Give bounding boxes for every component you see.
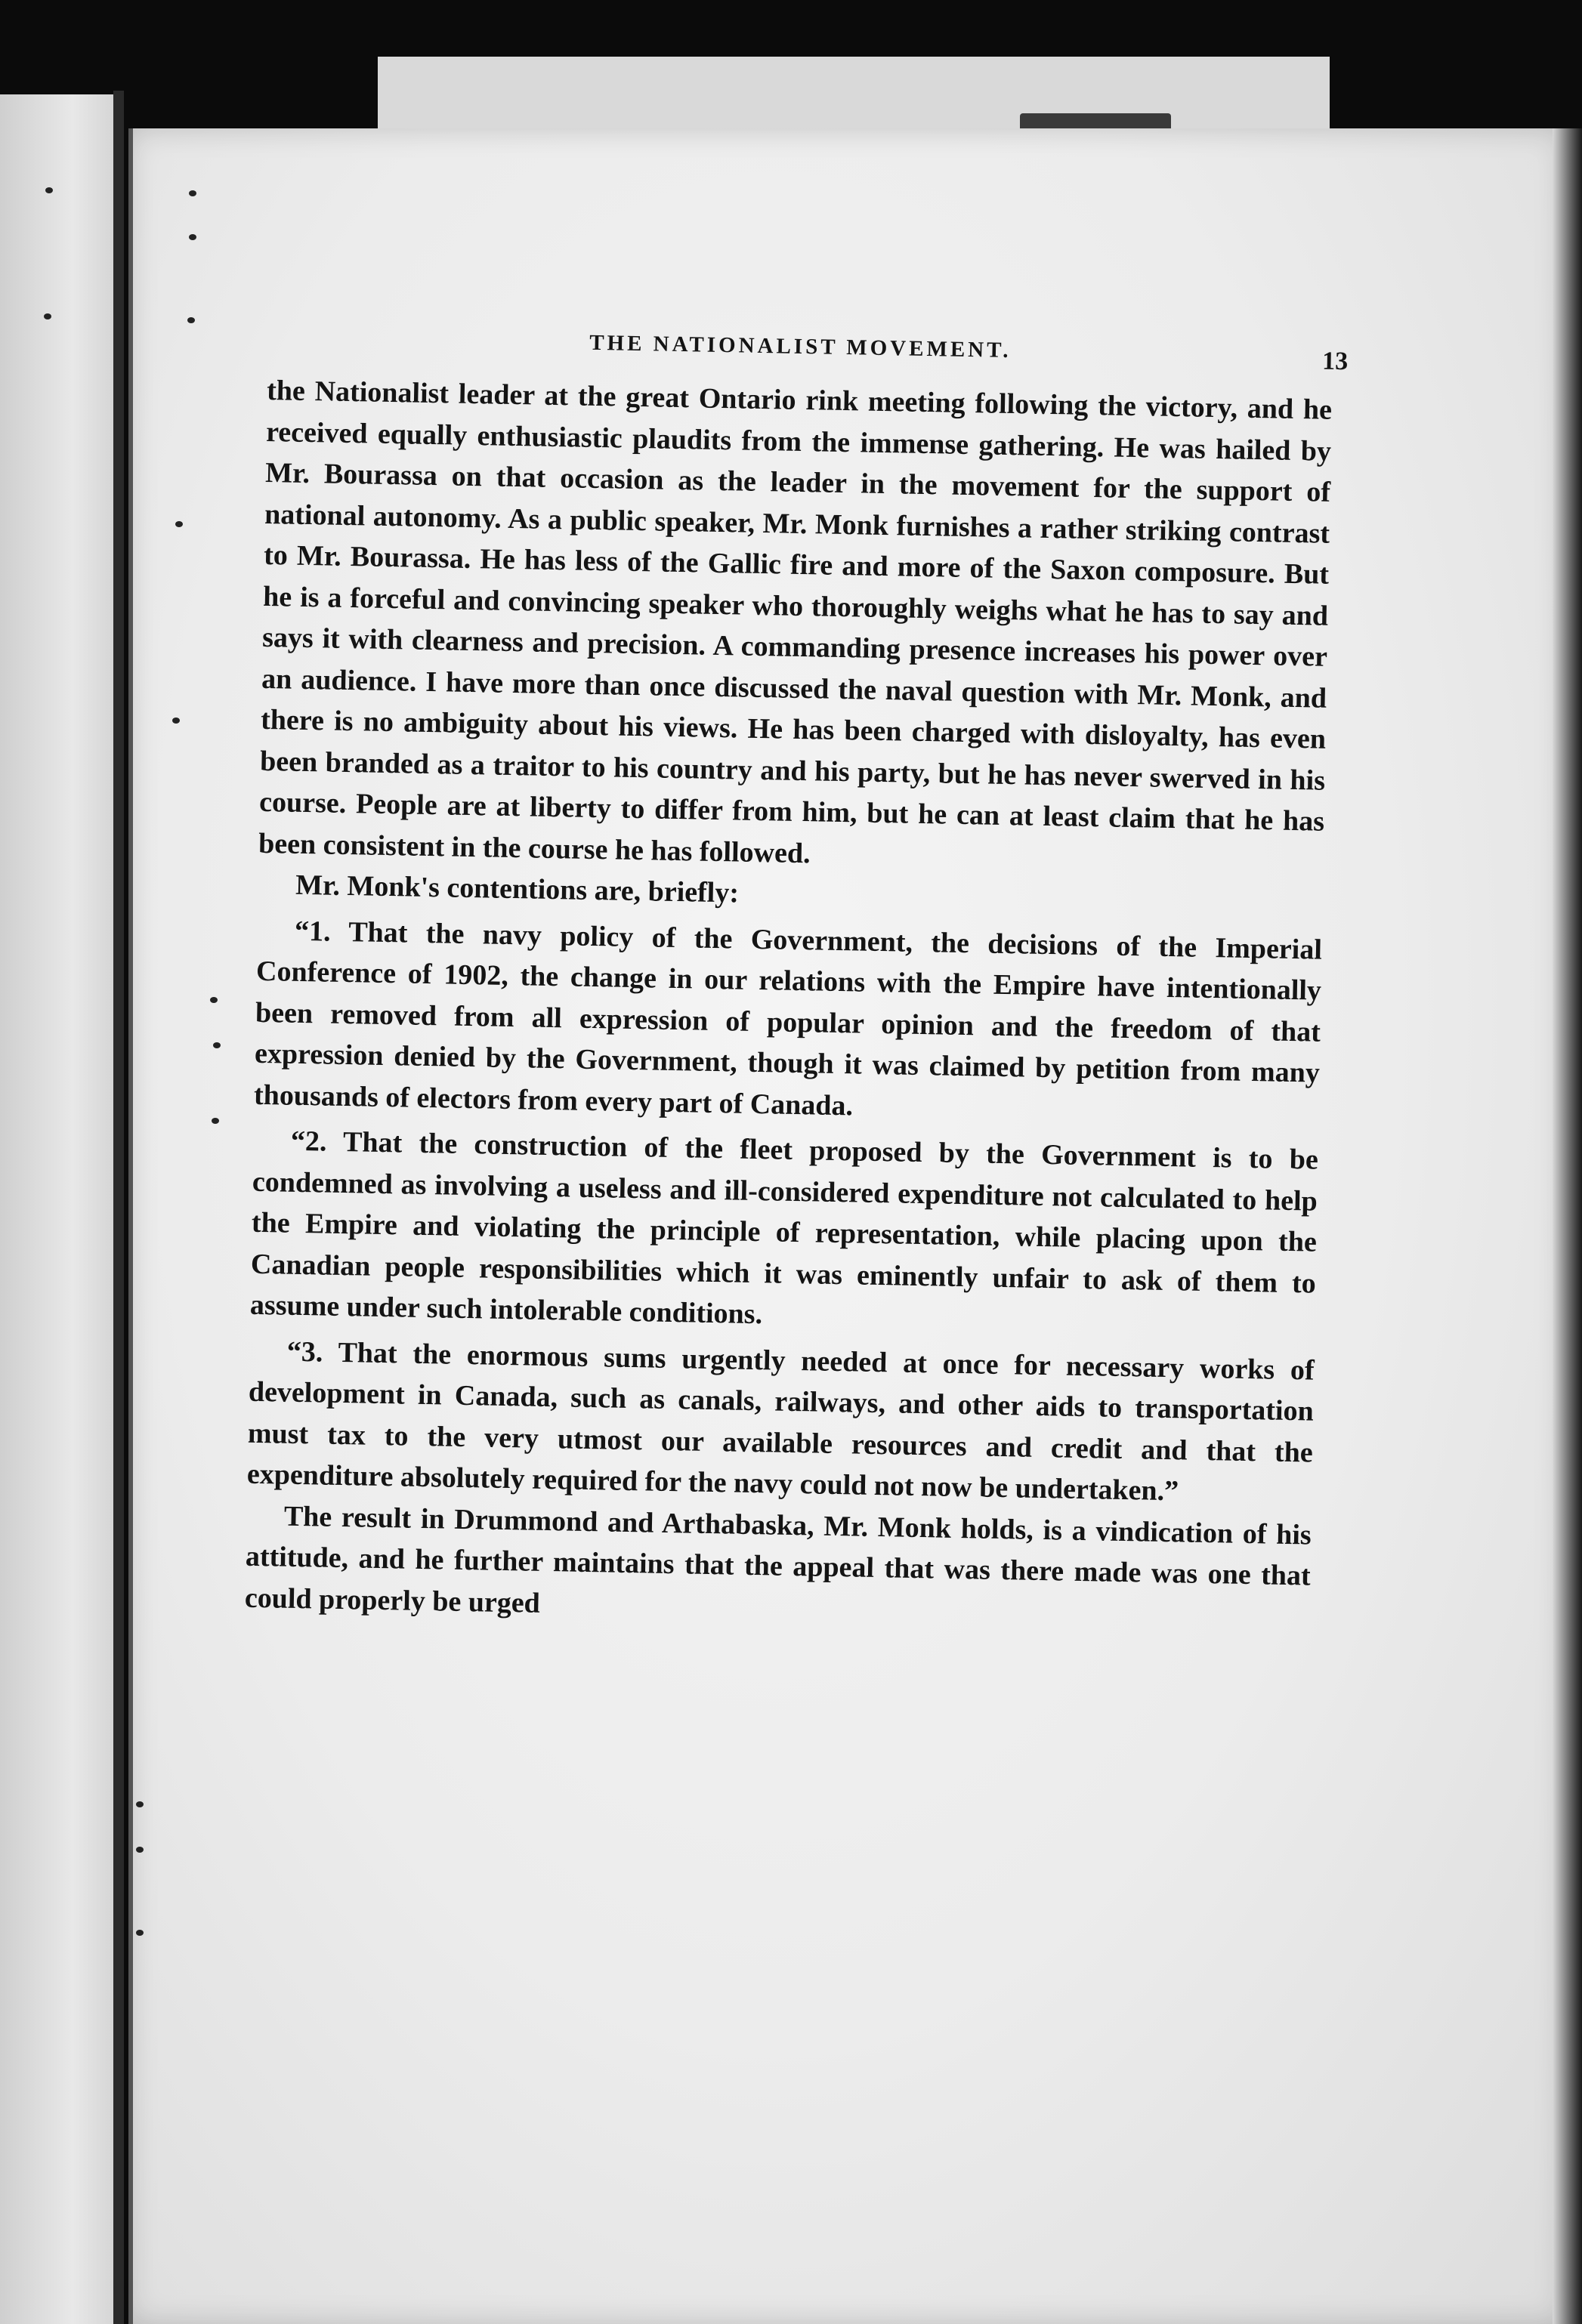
scan-speck (136, 1801, 144, 1807)
scan-speck (44, 313, 51, 319)
paragraph-point-2: “2. That the construction of the fleet proposed by the Government is to be condemned as involving a useless and ill-considered expenditure not calculated to help the Empire and violating the principle of representation, while placing upon the Canadian people responsibilities which it was eminently unfair to ask of them to assume under such intolerable conditions. (249, 1125, 1319, 1331)
scan-speck (175, 521, 183, 527)
paragraph-continued: the Nationalist leader at the great Ontario rink meeting following the victory, and he received equally enthusiastic plaudits from the immense gathering. He was hailed by Mr. Bourassa on that occasion as the leader in the movement for the support of national autonomy. As a public speaker, Mr. Monk furnishes a rather striking contrast to Mr. Bourassa. He has less of the Gallic fire and more of the Saxon composure. But he is a forceful and convincing speaker who thoroughly weighs what he has to say and says it with clearness and precision. A commanding presence increases his power over an audience. I have more than once discussed the naval question with Mr. Monk, and there is no ambiguity about his views. He has been charged with disloyalty, has even been branded as a traitor to his country and his party, but he has never swerved in his course. People are at liberty to differ from him, but he can at least claim that he has been consistent in the course he has followed. (258, 374, 1333, 869)
page-right-edge (1553, 128, 1582, 2324)
paragraph-point-1: “1. That the navy policy of the Government, the decisions of the Imperial Conference of 1902, the change in our relations with the Empire have intentionally been removed from all expression of popular opinion and the freedom of that expression denied by the Government, though it was claimed by petition from many thousands of electors from every part of Canada. (253, 915, 1323, 1122)
facing-page-edge (0, 94, 121, 2324)
scan-speck (187, 317, 195, 323)
scan-speck (172, 718, 180, 724)
scan-speck (45, 187, 53, 193)
facing-page-shadow (113, 91, 124, 2324)
running-title: THE NATIONALIST MOVEMENT. (589, 330, 1012, 363)
scan-speck (212, 1118, 219, 1124)
scan-speck (136, 1930, 144, 1936)
body-text (244, 370, 1332, 1638)
page-text-block (244, 317, 1349, 1638)
scan-speck (189, 234, 196, 240)
scan-speck (189, 190, 196, 196)
page-number: 13 (1321, 347, 1349, 376)
scan-speck (210, 997, 218, 1003)
paragraph-contentions-intro: Mr. Monk's contentions are, briefly: (295, 869, 740, 909)
paragraph-point-3: “3. That the enormous sums urgently needed at once for necessary works of development in Canada, such as canals, railways, and other aids to transportation must tax to the very utmost our available resources and credit and that the expenditure absolutely required for the navy could not now be undertaken.” (246, 1335, 1315, 1508)
paragraph-result: The result in Drummond and Arthabaska, Mr. Monk holds, is a vindication of his attitude, and he further maintains that the appeal that was there made was one that could properly be urged (244, 1500, 1312, 1619)
scan-speck (136, 1847, 144, 1853)
scan-speck (213, 1042, 221, 1048)
page-spine-line (128, 128, 133, 2324)
